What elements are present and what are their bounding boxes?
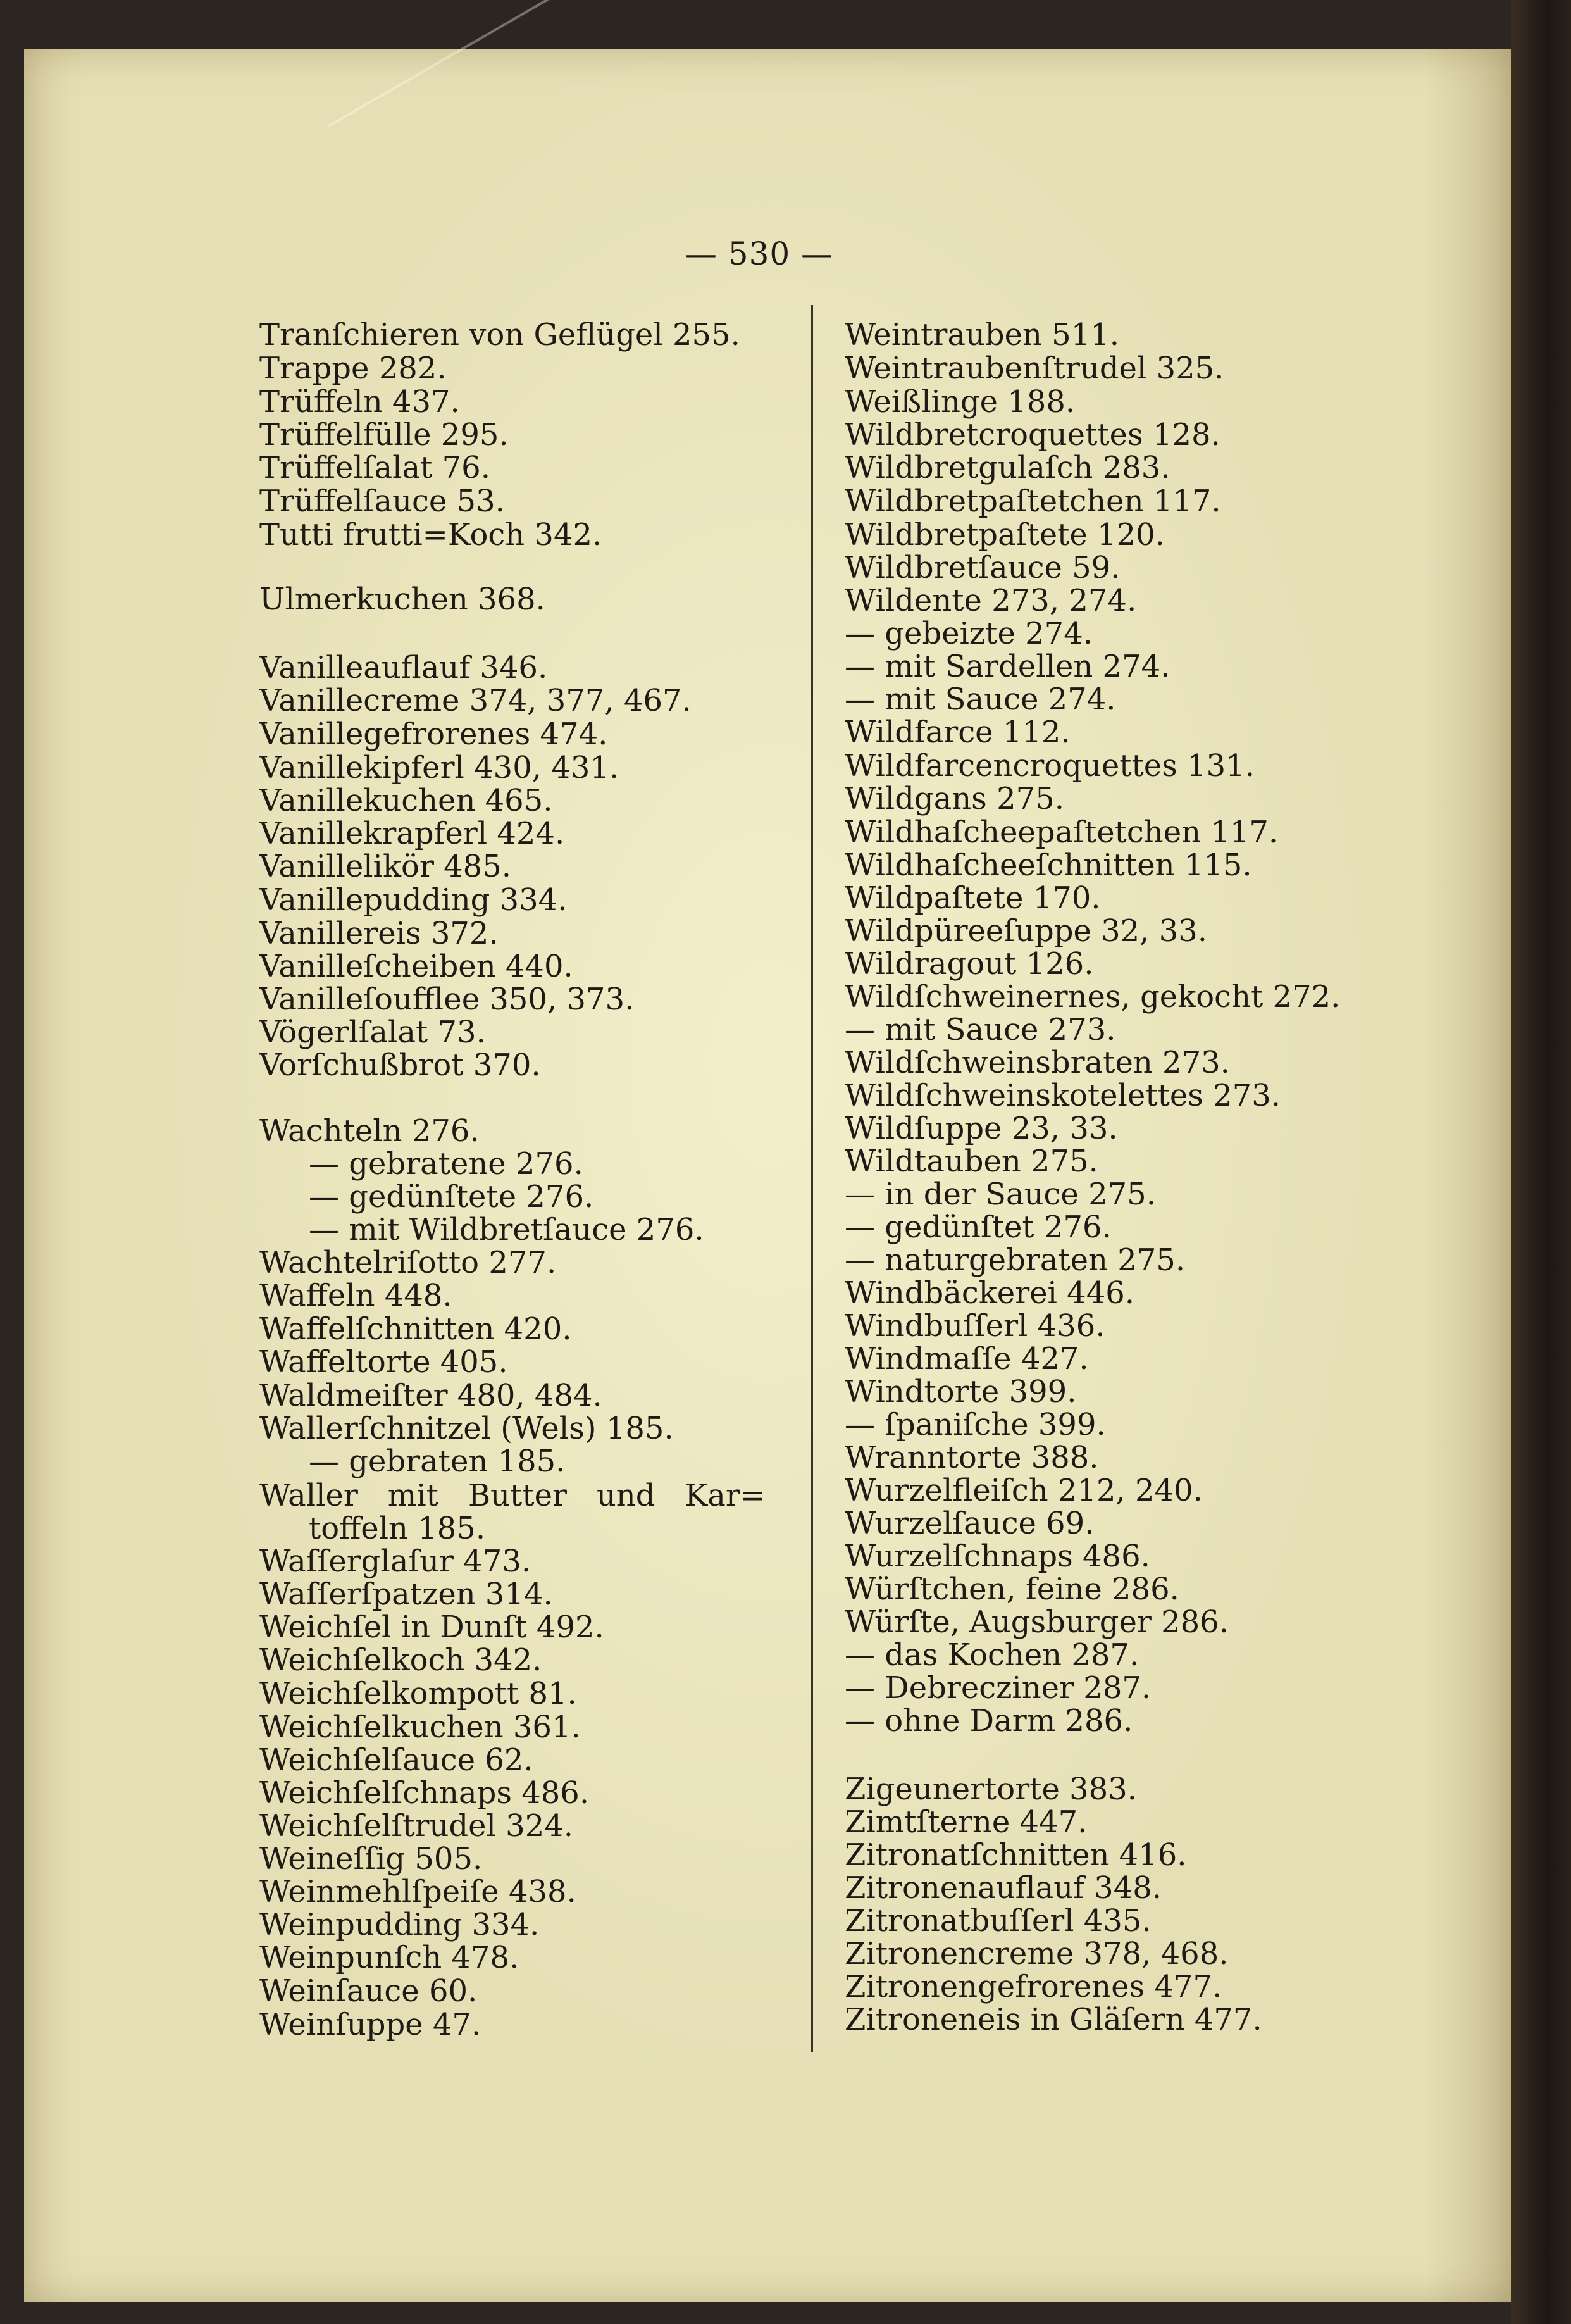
index-entry-right: Wildtauben 275. <box>845 1144 1098 1179</box>
index-entry-left: Weichſelſauce 62. <box>259 1742 533 1778</box>
index-entry-right: Wildbretſauce 59. <box>845 550 1121 585</box>
index-entry-left: Trüffelſauce 53. <box>259 484 505 519</box>
index-entry-left: Vanilleauflauf 346. <box>259 650 548 685</box>
index-entry-right: Wildſchweinernes, gekocht 272. <box>845 979 1341 1015</box>
book-page <box>24 49 1514 2302</box>
index-entry-left: Tutti frutti=Koch 342. <box>259 517 602 553</box>
index-entry-left: Weinpudding 334. <box>259 1907 540 1942</box>
index-entry-right: Zitronenauflauf 348. <box>845 1870 1162 1906</box>
index-entry-right: Wranntorte 388. <box>845 1440 1099 1475</box>
index-entry-left: Vorſchußbrot 370. <box>259 1047 541 1083</box>
index-entry-left: — gedünſtete 276. <box>309 1179 594 1215</box>
index-entry-left: Wallerſchnitzel (Wels) 185. <box>259 1411 674 1446</box>
index-entry-right: Weißlinge 188. <box>845 384 1076 420</box>
index-entry-left: Vanillereis 372. <box>259 916 499 951</box>
index-entry-right: — in der Sauce 275. <box>845 1177 1156 1212</box>
index-entry-left: Vanillekuchen 465. <box>259 783 553 818</box>
index-entry-right: — gedünſtet 276. <box>845 1209 1112 1245</box>
index-entry-right: Weintrauben 511. <box>845 317 1120 353</box>
index-entry-left: Weineſſig 505. <box>259 1841 483 1877</box>
index-entry-right: Wildbretcroquettes 128. <box>845 417 1220 453</box>
index-entry-right: Wildbretpaſtetchen 117. <box>845 484 1221 519</box>
index-entry-right: Wildbretpaſtete 120. <box>845 517 1165 553</box>
index-entry-right: Wildſuppe 23, 33. <box>845 1111 1118 1146</box>
index-entry-right: Zitronatbuſſerl 435. <box>845 1903 1152 1939</box>
index-entry-left: Waſſerſpatzen 314. <box>259 1577 553 1612</box>
index-entry-right: Windmaſſe 427. <box>845 1341 1089 1377</box>
index-entry-left: Weichſelkompott 81. <box>259 1676 577 1711</box>
index-entry-right: — ohne Darm 286. <box>845 1703 1133 1739</box>
index-entry-left: Vanillekipferl 430, 431. <box>259 750 619 785</box>
index-entry-right: Zimtſterne 447. <box>845 1804 1088 1840</box>
index-entry-right: — mit Sauce 274. <box>845 682 1116 717</box>
index-entry-left: Trüffelſalat 76. <box>259 450 490 485</box>
index-entry-left: Weinmehlſpeiſe 438. <box>259 1874 576 1909</box>
index-entry-right: Wildgans 275. <box>845 781 1064 816</box>
index-entry-left: Wachtelriſotto 277. <box>259 1245 557 1280</box>
index-entry-right: Wurzelfleiſch 212, 240. <box>845 1473 1203 1508</box>
index-entry-right: Wildſchweinsbraten 273. <box>845 1045 1230 1080</box>
index-entry-left: Wachteln 276. <box>259 1113 480 1149</box>
index-entry-left: Weichſelkoch 342. <box>259 1642 542 1678</box>
index-entry-right: — mit Sauce 273. <box>845 1012 1116 1047</box>
index-entry-left: Vanillecreme 374, 377, 467. <box>259 683 692 718</box>
column-divider <box>811 305 813 2052</box>
index-entry-right: Wildfarcencroquettes 131. <box>845 748 1255 784</box>
index-entry-left: — gebratene 276. <box>309 1146 583 1182</box>
index-entry-left: Waſſerglaſur 473. <box>259 1544 531 1579</box>
index-entry-right: Wurzelſchnaps 486. <box>845 1539 1150 1574</box>
index-entry-right: Windbäckerei 446. <box>845 1275 1135 1311</box>
index-entry-right: Wildhaſcheepaſtetchen 117. <box>845 815 1279 850</box>
index-entry-right: — naturgebraten 275. <box>845 1242 1186 1278</box>
index-entry-right: Wildhaſcheeſchnitten 115. <box>845 847 1252 883</box>
index-entry-left: Trüffeln 437. <box>259 384 460 420</box>
index-entry-left: Waldmeiſter 480, 484. <box>259 1378 602 1413</box>
index-entry-right: Wildpaſtete 170. <box>845 880 1101 916</box>
index-entry-left: toffeln 185. <box>309 1511 486 1546</box>
index-entry-left: Tranſchieren von Geflügel 255. <box>259 317 740 353</box>
index-entry-left: Vanillepudding 334. <box>259 882 568 918</box>
index-entry-left: Weinſauce 60. <box>259 1973 478 2009</box>
index-entry-right: — das Kochen 287. <box>845 1637 1139 1673</box>
index-entry-left: Weichſelſchnaps 486. <box>259 1775 590 1811</box>
index-entry-right: — gebeizte 274. <box>845 616 1093 651</box>
index-entry-left: Trüffelfülle 295. <box>259 417 509 453</box>
index-entry-left: Waffelſchnitten 420. <box>259 1311 572 1347</box>
index-entry-right: Wildente 273, 274. <box>845 583 1137 618</box>
index-entry-left: Weinpunſch 478. <box>259 1940 519 1975</box>
index-entry-left: Vanillekrapferl 424. <box>259 816 565 851</box>
paper-crease <box>327 0 1369 128</box>
index-entry-right: — Debrecziner 287. <box>845 1670 1152 1706</box>
index-entry-right: Wildpüreeſuppe 32, 33. <box>845 913 1208 949</box>
index-entry-left: Waffeltorte 405. <box>259 1344 508 1380</box>
index-entry-right: Weintraubenſtrudel 325. <box>845 351 1224 386</box>
index-entry-right: Wildfarce 112. <box>845 715 1071 750</box>
index-entry-left: Weinſuppe 47. <box>259 2007 481 2042</box>
index-entry-right: Würſte, Augsburger 286. <box>845 1604 1229 1640</box>
index-entry-left: Vögerlſalat 73. <box>259 1015 486 1050</box>
index-entry-right: Wildragout 126. <box>845 946 1094 982</box>
index-entry-right: Zitronatſchnitten 416. <box>845 1837 1187 1873</box>
index-entry-left: Waller mit Butter und Kar= <box>259 1478 766 1513</box>
page-number: — 530 — <box>685 235 834 272</box>
index-entry-left: Weichſelſtrudel 324. <box>259 1808 574 1844</box>
index-entry-left: — mit Wildbretſauce 276. <box>309 1212 704 1247</box>
index-entry-right: — mit Sardellen 274. <box>845 649 1170 684</box>
index-entry-left: Weichſel in Dunſt 492. <box>259 1609 604 1645</box>
index-entry-right: Zitronengefrorenes 477. <box>845 1969 1222 2004</box>
index-entry-right: Zitroneneis in Gläſern 477. <box>845 2002 1262 2037</box>
index-entry-left: — gebraten 185. <box>309 1444 566 1479</box>
index-entry-left: Vanilleſoufflee 350, 373. <box>259 982 635 1017</box>
index-entry-left: Weichſelkuchen 361. <box>259 1709 581 1745</box>
index-entry-right: Wildbretgulaſch 283. <box>845 450 1170 485</box>
index-entry-right: Wurzelſauce 69. <box>845 1506 1095 1541</box>
book-spine <box>1511 0 1571 2324</box>
index-entry-left: Vanilleſcheiben 440. <box>259 949 573 984</box>
index-entry-right: Windtorte 399. <box>845 1374 1077 1409</box>
index-entry-left: Waffeln 448. <box>259 1278 452 1313</box>
index-entry-right: Zigeunertorte 383. <box>845 1771 1137 1807</box>
index-entry-right: Windbuſſerl 436. <box>845 1308 1105 1344</box>
index-entry-left: Vanillelikör 485. <box>259 849 512 884</box>
index-entry-right: Zitronencreme 378, 468. <box>845 1936 1229 1971</box>
index-entry-left: Ulmerkuchen 368. <box>259 582 545 617</box>
index-entry-right: — ſpaniſche 399. <box>845 1407 1106 1442</box>
index-entry-left: Vanillegefrorenes 474. <box>259 716 608 752</box>
index-entry-left: Trappe 282. <box>259 351 447 386</box>
index-entry-right: Würſtchen, feine 286. <box>845 1571 1179 1607</box>
index-entry-right: Wildſchweinskotelettes 273. <box>845 1078 1281 1113</box>
